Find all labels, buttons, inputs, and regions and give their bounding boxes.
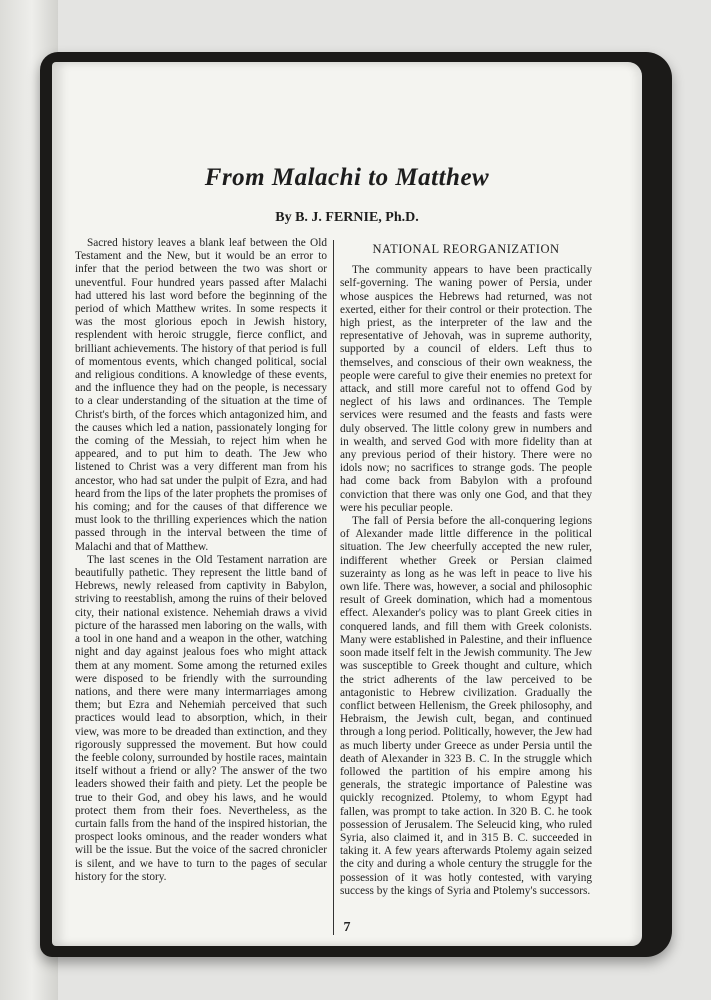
article-title: From Malachi to Matthew — [204, 164, 490, 191]
paragraph: The community appears to have been practically self-governing. The waning power of Persia, under whose auspices the Hebrews had returned, was not exerted, either for their control or their protection. The high priest, as the interpreter of the law and the representative of Jehovah, was in supreme authority, supported by a council of elders. Left thus to themselves, and conscious of their own weakness, the people were careful to give their enemies no pretext for attack, and still more careful not to offend God by neglect of his laws and ordinances. The Temple services were resumed and the feasts and fasts were duly observed. The little colony grew in numbers and in wealth, and served God with more fidelity than at any previous period of their history. There were no idols now; no sacrifices to strange gods. The people had come back from Babylon with a profound conviction that there was only one God, and that they were his peculiar people. — [340, 264, 592, 514]
author-byline: By B. J. FERNIE, Ph.D. — [275, 210, 419, 225]
left-column — [75, 237, 327, 884]
right-column — [340, 237, 592, 898]
paragraph: The fall of Persia before the all-conquering legions of Alexander made little difference in the political situation. The Jew cheerfully accepted the new ruler, indifferent whether Greek or Persian claimed suzerainty as long as he was left in peace to live his own life. There was, however, a social and philosophic result of Greek domination, which had a momentous effect. Alexander's policy was to plant Greek cities in conquered lands, and fill them with Greek colonists. Many were established in Palestine, and their influence soon made itself felt in the Jewish community. The Jew was susceptible to Greek thought and culture, which the strict adherents of the law perceived to be antagonistic to Hebrew civilization. Gradually the conflict between Hellenism, the Greek philosophy, and Hebraism, the Jewish cult, began, and continued through a long period. Politically, however, the Jew had as much liberty under Greece as under Persia until the death of Alexander in 323 B. C. In the struggle which followed the partition of his empire among his generals, the strategic importance of Palestine was quickly recognized. Ptolemy, to whom Egypt had fallen, was prompt to take action. In 320 B. C. he took possession of Jerusalem. The Seleucid king, who ruled Syria, also claimed it, and in 315 B. C. succeeded in taking it. A few years afterwards Ptolemy again seized the city and during a whole century the struggle for the possession of it was hotly contested, with varying success by the kings of Syria and Ptolemy's successors. — [340, 515, 592, 897]
column-divider — [333, 240, 334, 935]
paragraph: The last scenes in the Old Testament narration are beautifully pathetic. They represent the little band of Hebrews, newly released from captivity in Babylon, striving to reestablish, among the ruins of their beloved city, their national existence. Nehemiah draws a vivid picture of the harassed men laboring on the walls, with a tool in one hand and a weapon in the other, watching night and day against jealous foes who might attack them at any moment. Some among the returned exiles were disposed to be friendly with the surrounding nations, and there were many intermarriages among them; but Ezra and Nehemiah perceived that such practices would lead to absorption, which, in their view, was more to be dreaded than extinction, and they rigorously suppressed the movement. But how could the feeble colony, surrounded by hostile races, maintain itself without a friend or ally? The answer of the two leaders showed their faith and piety. Let the people be true to their God, and obey his laws, and he would protect them from their foes. Nevertheless, as the curtain falls from the hand of the inspired historian, the prospect looks ominous, and the reader wonders what will be the issue. But the voice of the sacred chronicler is silent, and we have to turn to the pages of secular history for the story. — [75, 553, 327, 883]
page-number: 7 — [343, 920, 351, 935]
paragraph: Sacred history leaves a blank leaf between the Old Testament and the New, but it would be an error to infer that the period between the two was short or uneventful. Four hundred years passed after Malachi had uttered his last word before the beginning of the period of which Matthew writes. In some respects it was the most glorious epoch in Jewish history, resplendent with heroic struggle, fierce conflict, and brilliant achievements. The history of that period is full of momentous events, which changed political, social and religious conditions. A knowledge of these events, and the influence they had on the people, is necessary to a clear understanding of the situation at the time of Christ's birth, of the forces which antagonized him, and the causes which led a nation, passionately longing for the coming of the Messiah, to reject him when he appeared, and to put him to death. The Jew who listened to Christ was a very different man from his ancestor, who had sat under the pulpit of Ezra, and had heard from the lips of the later prophets the promises of his coming; and for the causes of that difference we must look to the thrilling experiences which the nation passed through in the interval between the time of Malachi and that of Matthew. — [75, 237, 327, 553]
book-page — [52, 62, 642, 946]
section-heading: NATIONAL REORGANIZATION — [372, 242, 560, 256]
